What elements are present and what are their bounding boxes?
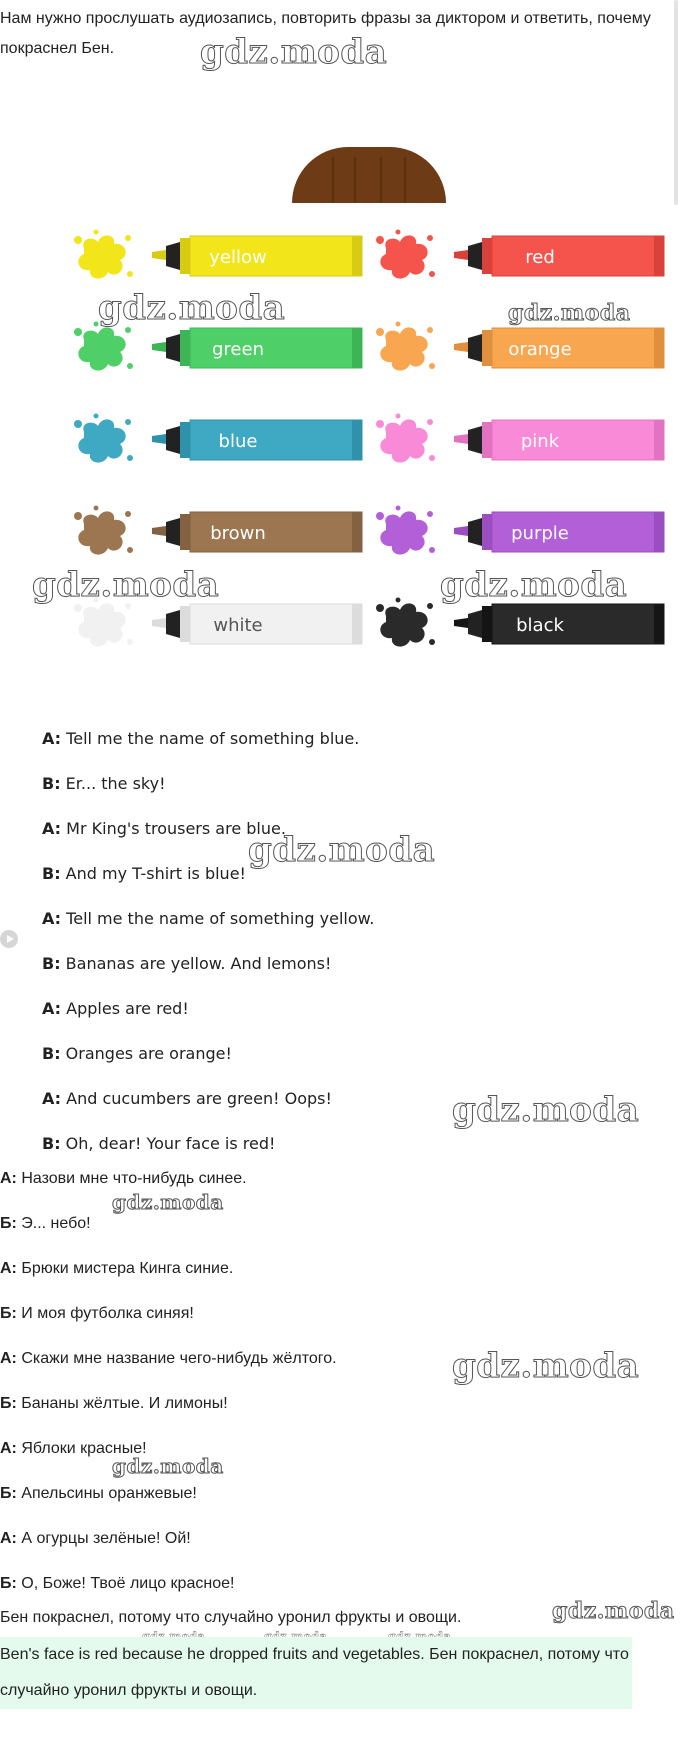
speaker-label: B:: [42, 864, 61, 883]
scrollbar[interactable]: [674, 0, 678, 205]
color-item-orange: [372, 320, 662, 368]
paint-splat-icon: [372, 596, 438, 652]
speaker-label: А:: [0, 1440, 17, 1457]
dialogue-line: [0, 1305, 194, 1323]
line-text: Назови мне что-нибудь синее.: [16, 1170, 247, 1187]
color-label: black: [516, 615, 564, 636]
dialogue-line: [0, 1170, 247, 1188]
watermark: gdz.moda: [248, 830, 436, 870]
speaker-label: А:: [0, 1260, 17, 1277]
conclusion-text: Бен покраснел, потому что случайно уронил фрукты и овощи.: [0, 1609, 462, 1626]
watermark: gdz.moda: [98, 288, 286, 328]
speaker-label: A:: [42, 819, 62, 838]
dialogue-line: [42, 729, 359, 748]
watermark: gdz.moda: [508, 300, 631, 326]
speaker-label: А:: [0, 1350, 17, 1367]
speaker-label: B:: [42, 954, 61, 973]
speaker-label: A:: [42, 729, 62, 748]
line-text: И моя футболка синяя!: [16, 1305, 194, 1322]
paint-splat-icon: [372, 412, 438, 468]
line-text: Bananas are yellow. And lemons!: [60, 954, 332, 973]
watermark: gdz.moda: [552, 1598, 675, 1624]
speaker-label: A:: [42, 909, 62, 928]
line-text: Oranges are orange!: [60, 1044, 232, 1063]
color-item-pink: [372, 412, 662, 460]
line-text: Apples are red!: [61, 999, 189, 1018]
dialogue-line: [0, 1260, 233, 1278]
dialogue-line: [0, 1350, 337, 1368]
speaker-label: B:: [42, 774, 61, 793]
hair-illustration: [292, 147, 446, 203]
dialogue-line: [0, 1440, 147, 1458]
watermark: gdz.moda: [112, 1454, 224, 1478]
line-text: Tell me the name of something yellow.: [61, 909, 375, 928]
line-text: Брюки мистера Кинга синие.: [16, 1260, 234, 1277]
dialogue-line: [42, 864, 246, 883]
speaker-label: A:: [42, 1089, 62, 1108]
paint-splat-icon: [70, 320, 136, 376]
dialogue-line: [42, 819, 286, 838]
paint-splat-icon: [70, 504, 136, 560]
color-item-yellow: [70, 228, 360, 276]
dialogue-line: [42, 909, 374, 928]
answer-highlight: Ben's face is red because he dropped fruits and vegetables. Бен покраснел, потому что случайно уронил фрукты и овощи.: [0, 1637, 632, 1709]
watermark: gdz.moda: [32, 565, 220, 605]
dialogue-line: [0, 1215, 91, 1233]
watermark: gdz.moda: [112, 1190, 224, 1214]
line-text: А огурцы зелёные! Ой!: [16, 1530, 191, 1547]
color-label: red: [525, 247, 555, 268]
dialogue-line: [0, 1530, 191, 1548]
color-label: purple: [511, 523, 569, 544]
color-label: blue: [218, 431, 258, 452]
speaker-label: А:: [0, 1170, 17, 1187]
line-text: Tell me the name of something blue.: [61, 729, 360, 748]
speaker-label: Б:: [0, 1485, 17, 1502]
line-text: Mr King's trousers are blue.: [61, 819, 286, 838]
speaker-label: Б:: [0, 1575, 17, 1592]
dialogue-line: [0, 1575, 234, 1593]
line-text: Бананы жёлтые. И лимоны!: [16, 1395, 228, 1412]
paint-splat-icon: [372, 504, 438, 560]
watermark: gdz.moda: [440, 565, 628, 605]
color-label: brown: [210, 523, 266, 544]
line-text: And my T-shirt is blue!: [60, 864, 246, 883]
line-text: And cucumbers are green! Oops!: [61, 1089, 332, 1108]
line-text: Яблоки красные!: [16, 1440, 147, 1457]
watermark: gdz.moda: [200, 32, 388, 72]
speaker-label: А:: [0, 1530, 17, 1547]
watermark: gdz.moda: [452, 1090, 640, 1130]
color-label: white: [213, 615, 263, 636]
speaker-label: Б:: [0, 1215, 17, 1232]
line-text: Э... небо!: [16, 1215, 91, 1232]
speaker-label: Б:: [0, 1395, 17, 1412]
dialogue-line: [42, 1044, 232, 1063]
color-label: pink: [520, 431, 560, 452]
paint-splat-icon: [372, 320, 438, 376]
watermark: gdz.moda: [452, 1346, 640, 1386]
paint-splat-icon: [70, 412, 136, 468]
dialogue-line: [0, 1395, 228, 1413]
paint-splat-icon: [70, 228, 136, 284]
line-text: О, Боже! Твоё лицо красное!: [16, 1575, 235, 1592]
color-label: green: [212, 339, 264, 360]
color-label: yellow: [209, 247, 267, 268]
paint-splat-icon: [372, 228, 438, 284]
dialogue-line: [42, 999, 189, 1018]
dialogue-line: [42, 954, 331, 973]
dialogue-line: [42, 1089, 332, 1108]
line-text: Апельсины оранжевые!: [16, 1485, 197, 1502]
color-item-purple: [372, 504, 662, 552]
color-item-blue: [70, 412, 360, 460]
color-item-brown: [70, 504, 360, 552]
speaker-label: Б:: [0, 1305, 17, 1322]
speaker-label: B:: [42, 1044, 61, 1063]
line-text: Oh, dear! Your face is red!: [60, 1134, 276, 1153]
line-text: Er... the sky!: [60, 774, 166, 793]
dialogue-line: [42, 1134, 275, 1153]
dialogue-line: [42, 774, 166, 793]
dialogue-line: [0, 1485, 197, 1503]
task-intro: Нам нужно прослушать аудиозапись, повторить фразы за диктором и ответить, почему покраснел Бен.: [0, 10, 651, 57]
color-label: orange: [508, 339, 572, 360]
audio-play-button[interactable]: [0, 930, 18, 948]
speaker-label: B:: [42, 1134, 61, 1153]
color-item-red: [372, 228, 662, 276]
speaker-label: A:: [42, 999, 62, 1018]
line-text: Скажи мне название чего-нибудь жёлтого.: [16, 1350, 337, 1367]
